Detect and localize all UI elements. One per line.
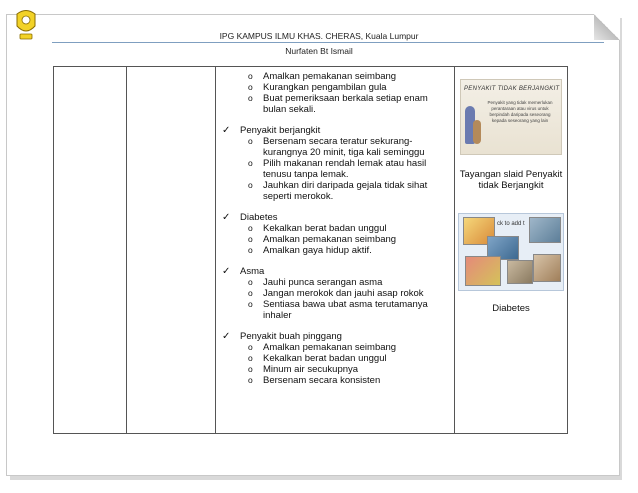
section-list [222,342,448,386]
hollow-circle-bullet-icon: o [248,136,253,146]
header-title: IPG KAMPUS ILMU KHAS. CHERAS, Kuala Lumpur [219,31,419,41]
hollow-circle-bullet-icon: o [248,180,253,190]
hollow-circle-bullet-icon: o [248,93,253,103]
table-cell-col1 [54,67,127,434]
hollow-circle-bullet-icon: o [248,277,253,287]
list-item: o Jauhkan diri daripada gejala tidak sihat seperti merokok. [248,180,428,202]
section-list [222,136,448,202]
checkmark-icon: ✓ [222,331,231,342]
section-heading: ✓ Penyakit berjangkit [222,125,321,136]
slide-caption: Diabetes [492,303,530,314]
checkmark-icon: ✓ [222,125,231,136]
list-item: o Kekalkan berat badan unggul [248,223,387,234]
intro-list [222,71,448,115]
checkmark-icon: ✓ [222,266,231,277]
list-item: o Amalkan pemakanan seimbang [248,234,397,245]
hollow-circle-bullet-icon: o [248,82,253,92]
list-item: o Jauhi punca serangan asma [248,277,383,288]
section-heading: ✓ Asma [222,266,265,277]
hollow-circle-bullet-icon: o [248,245,253,255]
hollow-circle-bullet-icon: o [248,364,253,374]
section-heading: ✓ Penyakit buah pinggang [222,331,342,342]
list-item: o Bersenam secara teratur sekurang-kurangnya 20 minit, tiga kali seminggu [248,136,425,158]
list-item: o Sentiasa bawa ubat asma terutamanya inhaler [248,299,428,321]
header-author: Nurfaten Bt Ismail [285,46,353,56]
lesson-table [53,66,568,434]
table-row [54,67,568,434]
list-item: o Minum air secukupnya [248,364,359,375]
section-list [222,277,448,321]
table-cell-col2 [127,67,216,434]
header-rule [52,42,604,43]
list-item: o Amalkan gaya hidup aktif. [248,245,372,256]
list-item: o Jangan merokok dan jauhi asap rokok [248,288,424,299]
hollow-circle-bullet-icon: o [248,71,253,81]
media-block [455,79,567,314]
content-block [216,67,454,386]
slide-thumbnail-diabetes [458,213,564,291]
list-item: o Kekalkan berat badan unggul [248,353,387,364]
slide-caption: Tayangan slaid Penyakit tidak Berjangkit [459,169,563,191]
photo-tile [465,256,501,286]
hollow-circle-bullet-icon: o [248,223,253,233]
section-heading: ✓ Diabetes [222,212,278,223]
list-item: o Pilih makanan rendah lemak atau hasil tenusu tanpa lemak. [248,158,427,180]
list-item: o Amalkan pemakanan seimbang [248,71,397,82]
photo-tile [529,217,561,243]
checkmark-icon: ✓ [222,212,231,223]
hollow-circle-bullet-icon: o [248,299,253,309]
hollow-circle-bullet-icon: o [248,288,253,298]
slide-placeholder-text: ck to add t [497,221,525,227]
list-item: o Amalkan pemakanan seimbang [248,342,397,353]
section-list [222,223,448,256]
slide-title: PENYAKIT TIDAK BERJANGKIT [464,86,560,92]
list-item: o Kurangkan pengambilan gula [248,82,387,93]
table-cell-media [455,67,568,434]
table-cell-content [216,67,455,434]
slide-thumbnail-penyakit-tidak-berjangkit [460,79,562,155]
list-item: o Buat pemeriksaan berkala setiap enam bulan sekali. [248,93,428,115]
photo-tile [507,260,533,284]
slide-body: Penyakit yang tidak memerlukan perantaraan atau virus untuk berpindah daripada seseorang kepada seseorang yang lain [487,100,553,123]
hollow-circle-bullet-icon: o [248,375,253,385]
list-item: o Bersenam secara konsisten [248,375,381,386]
hollow-circle-bullet-icon: o [248,353,253,363]
hollow-circle-bullet-icon: o [248,158,253,168]
hollow-circle-bullet-icon: o [248,342,253,352]
photo-tile [533,254,561,282]
person-figure-icon [473,120,481,144]
hollow-circle-bullet-icon: o [248,234,253,244]
